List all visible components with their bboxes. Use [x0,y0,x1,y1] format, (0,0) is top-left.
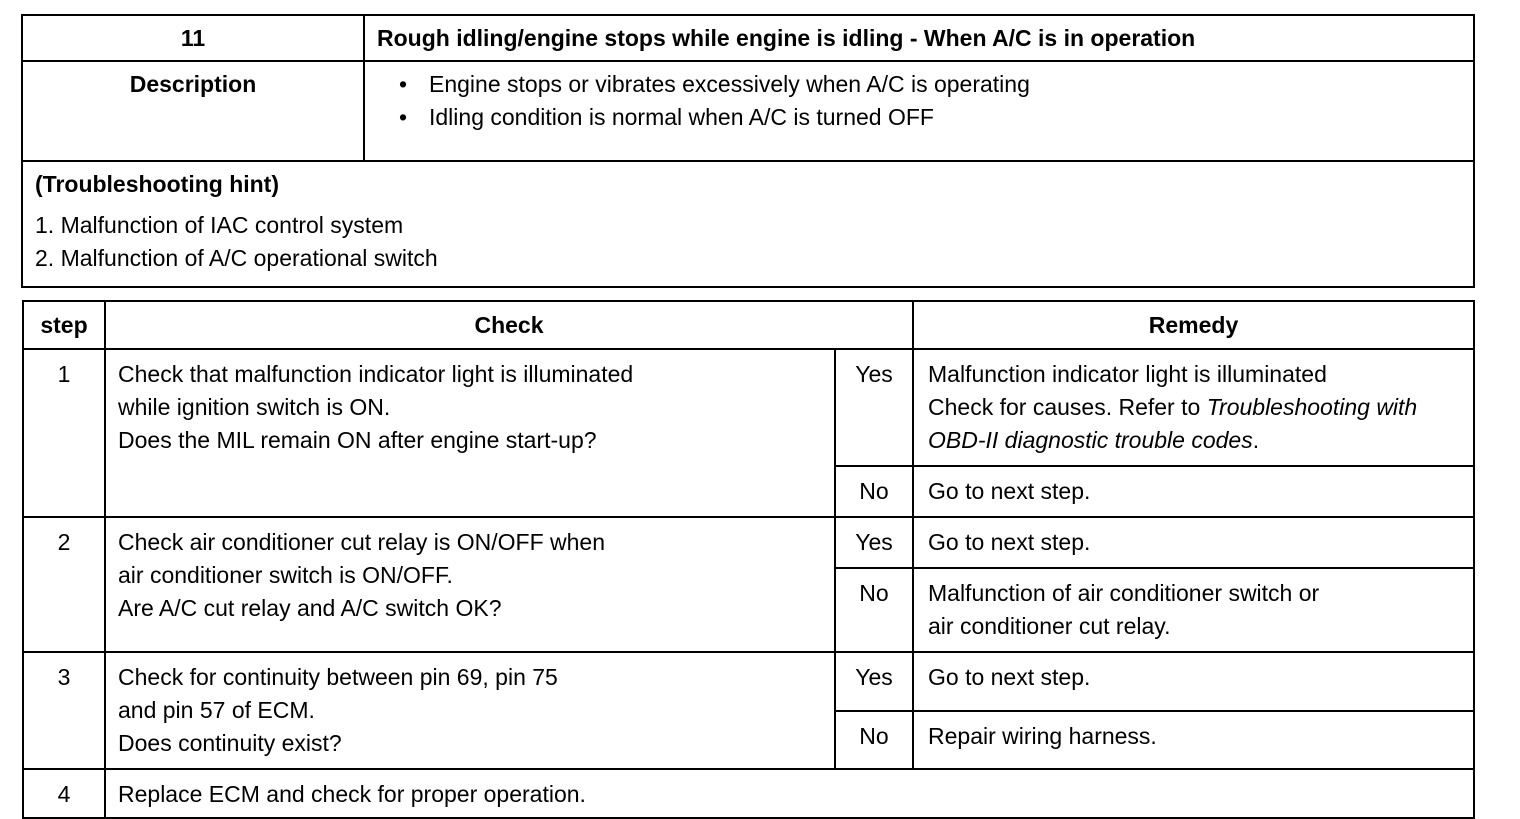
step-number: 2 [23,517,105,652]
steps-table [22,300,1475,819]
hint-item: 2. Malfunction of A/C operational switch [35,245,438,271]
remedy-text: . [1252,427,1260,453]
description-item: • Engine stops or vibrates excessively when A/C is operating [403,68,1473,101]
remedy-line: Malfunction of air conditioner switch or [928,580,1320,606]
check-cell [105,349,835,517]
header-remedy: Remedy [913,301,1474,349]
description-item: • Idling condition is normal when A/C is turned OFF [403,101,1473,134]
check-line: while ignition switch is ON. [118,394,391,420]
header-step: step [23,301,105,349]
step-number: 4 [23,769,105,818]
check-line: Check for continuity between pin 69, pin 75 [118,664,558,690]
remedy-text: Check for causes. Refer to [928,394,1207,420]
check-line: air conditioner switch is ON/OFF. [118,562,453,588]
yes-label: Yes [835,652,913,711]
remedy-cell: Go to next step. [913,466,1474,517]
hint-title: (Troubleshooting hint) [35,171,280,197]
item-number: 11 [22,15,364,61]
description-list [364,61,1474,161]
remedy-cell [913,349,1474,466]
remedy-line [928,391,1459,457]
yes-label: Yes [835,517,913,568]
info-table [21,14,1475,288]
remedy-line: air conditioner cut relay. [928,613,1171,639]
check-cell [105,517,835,652]
no-label: No [835,568,913,652]
remedy-reference: Troubleshooting with OBD-II diagnostic trouble codes [928,394,1418,453]
check-line: and pin 57 of ECM. [118,697,315,723]
remedy-cell: Go to next step. [913,652,1474,711]
no-label: No [835,711,913,769]
step-number: 3 [23,652,105,769]
remedy-cell: Go to next step. [913,517,1474,568]
check-line: Check air conditioner cut relay is ON/OFF when [118,529,606,555]
hint-item: 1. Malfunction of IAC control system [35,212,404,238]
check-line: Are A/C cut relay and A/C switch OK? [118,595,502,621]
remedy-line: Malfunction indicator light is illuminated [928,361,1327,387]
step-number: 1 [23,349,105,517]
remedy-cell: Repair wiring harness. [913,711,1474,769]
check-cell [105,652,835,769]
description-label: Description [22,61,364,161]
troubleshooting-hint [22,161,1474,287]
header-check: Check [105,301,913,349]
check-line: Does continuity exist? [118,730,342,756]
symptom-title: Rough idling/engine stops while engine is idling - When A/C is in operation [364,15,1474,61]
check-cell: Replace ECM and check for proper operation. [105,769,1474,818]
check-line: Check that malfunction indicator light is illuminated [118,361,634,387]
no-label: No [835,466,913,517]
check-line: Does the MIL remain ON after engine start-up? [118,427,597,453]
yes-label: Yes [835,349,913,466]
remedy-cell [913,568,1474,652]
